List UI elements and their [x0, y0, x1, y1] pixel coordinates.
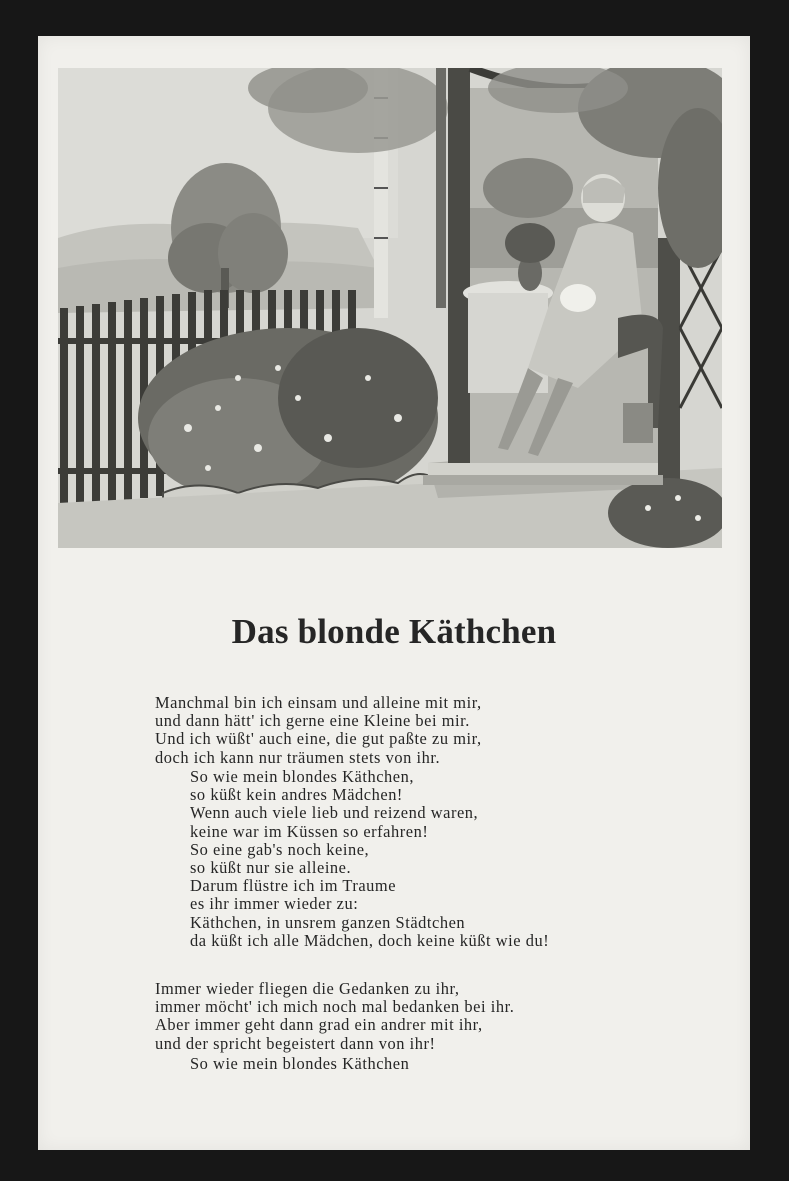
chorus-repeat — [190, 1055, 409, 1073]
chorus-line: So wie mein blondes Käthchen — [190, 1054, 410, 1073]
verse-line: Und ich wüßt' auch eine, die gut paßte zu mir, — [155, 729, 482, 749]
verse-line: Immer wieder fliegen die Gedanken zu ihr, — [155, 979, 460, 998]
chorus-line: so küßt nur sie alleine. — [190, 857, 352, 877]
chorus-line: so küßt kein andres Mädchen! — [190, 785, 403, 805]
chorus-line: keine war im Küssen so erfahren! — [190, 821, 429, 841]
verse-1 — [155, 694, 482, 767]
chorus-line: Käthchen, in unsrem ganzen Städtchen — [190, 912, 466, 932]
garden-illustration — [58, 68, 722, 548]
verse-line: und der spricht begeistert dann von ihr! — [155, 1033, 436, 1053]
chorus-line: So eine gab's noch keine, — [190, 839, 370, 859]
verse-line: und dann hätt' ich gerne eine Kleine bei mir. — [155, 711, 470, 731]
verse-2 — [155, 980, 514, 1053]
chorus-line: Wenn auch viele lieb und reizend waren, — [190, 803, 479, 823]
chorus-line: es ihr immer wieder zu: — [190, 894, 359, 914]
verse-line: doch ich kann nur träumen stets von ihr. — [155, 747, 441, 767]
chorus — [190, 768, 549, 950]
chorus-line: So wie mein blondes Käthchen, — [190, 767, 414, 786]
chorus-line: da küßt ich alle Mädchen, doch keine küßt wie du! — [190, 930, 550, 950]
verse-line: Aber immer geht dann grad ein andrer mit ihr, — [155, 1015, 483, 1035]
verse-line: Manchmal bin ich einsam und alleine mit mir, — [155, 693, 482, 712]
postcard — [38, 36, 750, 1150]
chorus-line: Darum flüstre ich im Traume — [190, 876, 397, 896]
verse-line: immer möcht' ich mich noch mal bedanken bei ihr. — [155, 997, 515, 1017]
song-title: Das blonde Käthchen — [231, 612, 557, 651]
